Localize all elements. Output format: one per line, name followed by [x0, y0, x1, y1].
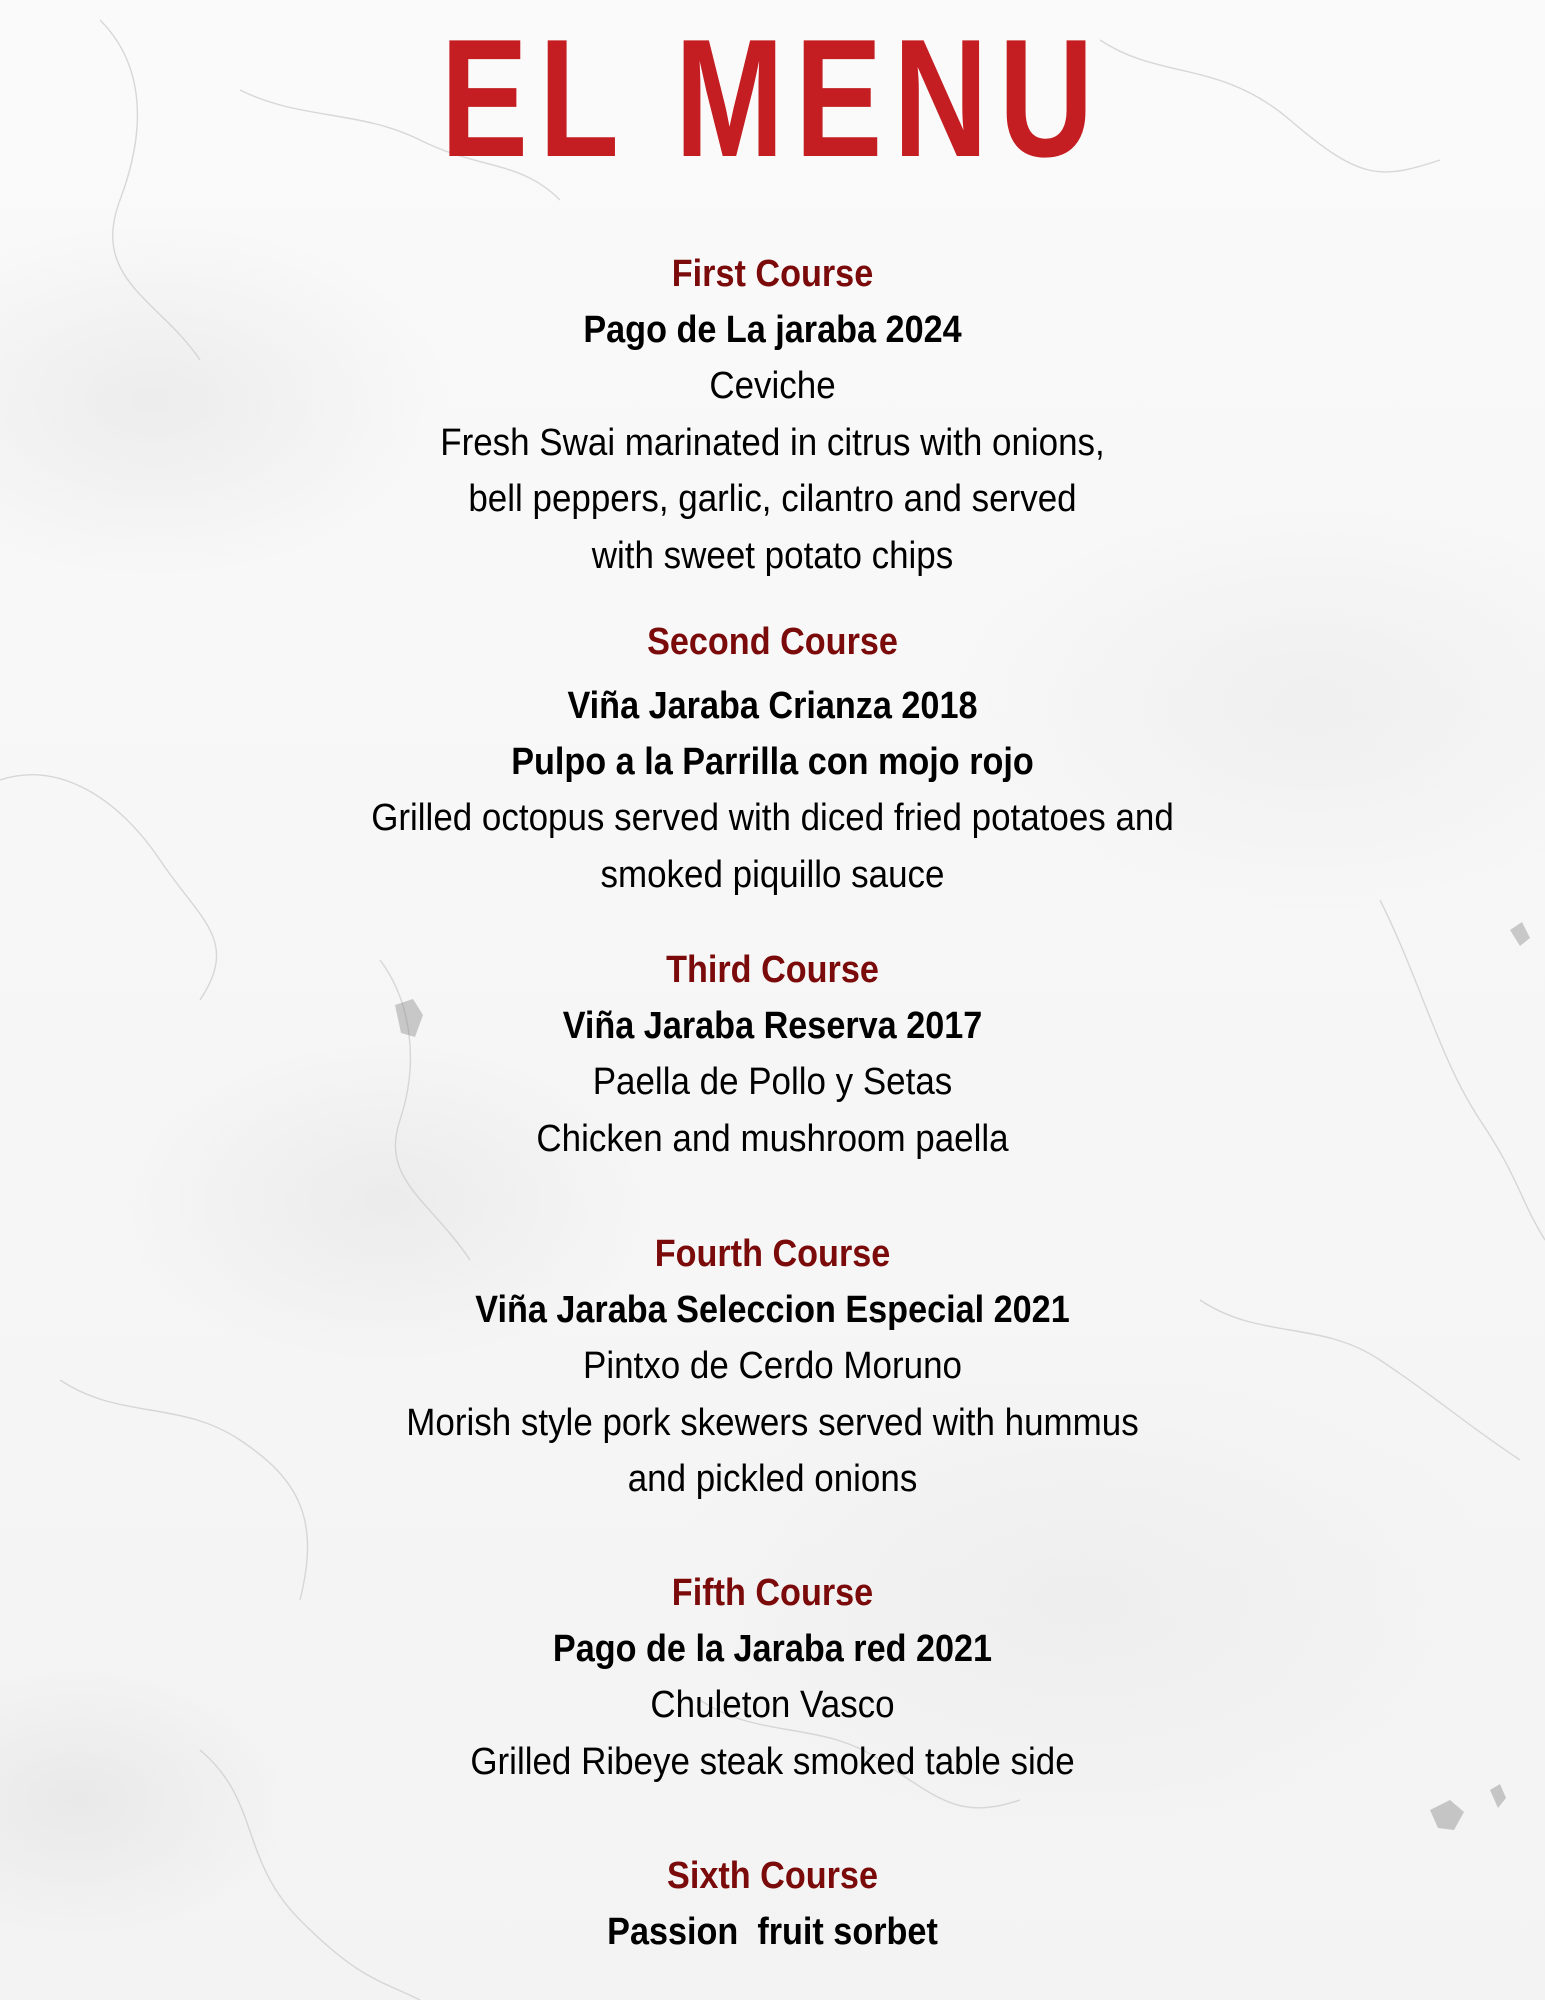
dish-name: Chuleton Vasco — [650, 1684, 895, 1726]
course-heading: Second Course — [647, 621, 898, 663]
course-heading: Fourth Course — [654, 1233, 891, 1275]
dish-description: and pickled onions — [627, 1458, 918, 1500]
course-fifth — [0, 1565, 1545, 1790]
dish-description: Fresh Swai marinated in citrus with onions, — [440, 421, 1105, 464]
course-fourth — [0, 1226, 1545, 1508]
course-sixth — [0, 1848, 1545, 1960]
course-heading: Sixth Course — [667, 1855, 878, 1897]
dish-description: Grilled octopus served with diced fried potatoes and — [371, 797, 1174, 839]
course-heading: First Course — [671, 253, 874, 295]
dish-description: Grilled Ribeye steak smoked table side — [470, 1740, 1075, 1783]
course-third — [0, 942, 1545, 1167]
dish-name: Pintxo de Cerdo Moruno — [583, 1345, 962, 1387]
wine-pairing: Pago de La jaraba 2024 — [583, 309, 962, 351]
menu-title: EL MENU — [440, 4, 1105, 192]
wine-pairing: Viña Jaraba Seleccion Especial 2021 — [475, 1289, 1070, 1331]
dish-description: bell peppers, garlic, cilantro and served — [468, 478, 1077, 520]
dish-description: smoked piquillo sauce — [600, 853, 945, 896]
dish-description: Chicken and mushroom paella — [536, 1117, 1009, 1160]
dish-description: Morish style pork skewers served with hummus — [406, 1401, 1139, 1444]
course-second — [0, 614, 1545, 903]
dish-name: Paella de Pollo y Setas — [592, 1061, 953, 1103]
dish-description: with sweet potato chips — [591, 534, 954, 577]
dessert-name: Passion fruit sorbet — [607, 1911, 938, 1953]
wine-pairing: Pago de la Jaraba red 2021 — [552, 1628, 993, 1670]
dish-name: Pulpo a la Parrilla con mojo rojo — [511, 741, 1034, 783]
course-heading: Third Course — [666, 949, 879, 991]
wine-pairing: Viña Jaraba Crianza 2018 — [567, 685, 978, 727]
course-first — [0, 246, 1545, 584]
course-heading: Fifth Course — [671, 1572, 874, 1614]
dish-name: Ceviche — [709, 365, 836, 407]
wine-pairing: Viña Jaraba Reserva 2017 — [562, 1005, 983, 1047]
